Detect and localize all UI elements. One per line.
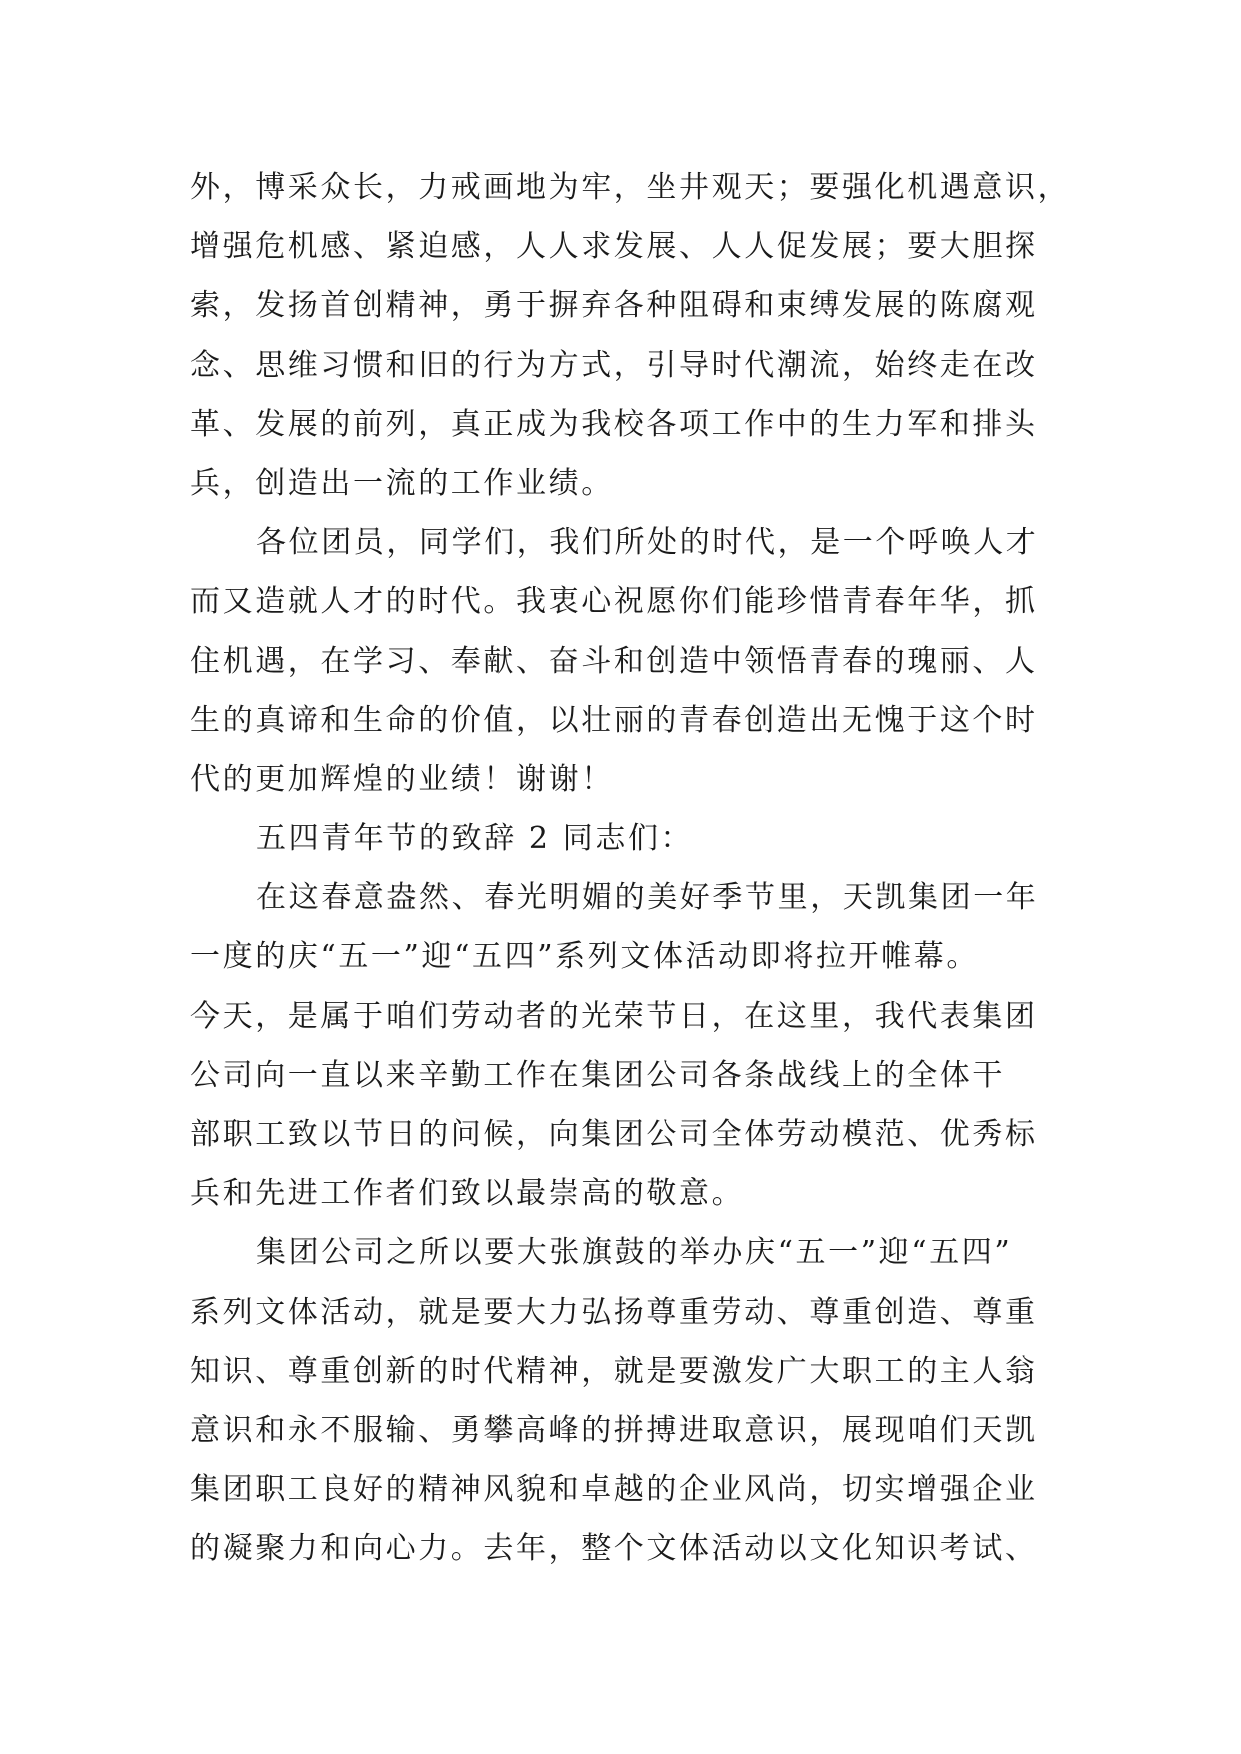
text-line: 的凝聚力和向心力。去年，整个文体活动以文化知识考试、 <box>190 1531 1038 1567</box>
text-line: 公司向一直以来辛勤工作在集团公司各条战线上的全体干 <box>190 1057 1005 1093</box>
text-line: 集团职工良好的精神风貌和卓越的企业风尚，切实增强企业 <box>190 1472 1038 1508</box>
text-line: 索，发扬首创精神，勇于摒弃各种阻碍和束缚发展的陈腐观 <box>190 288 1038 324</box>
text-line: 兵和先进工作者们致以最崇高的敬意。 <box>190 1176 745 1212</box>
text-line: 今天，是属于咱们劳动者的光荣节日，在这里，我代表集团 <box>190 998 1038 1034</box>
text-line: 系列文体活动，就是要大力弘扬尊重劳动、尊重创造、尊重 <box>190 1294 1038 1330</box>
paragraph-start-line: 在这春意盎然、春光明媚的美好季节里，天凯集团一年 <box>256 880 1039 916</box>
text-line: 兵，创造出一流的工作业绩。 <box>190 465 614 501</box>
text-line: 念、思维习惯和旧的行为方式，引导时代潮流，始终走在改 <box>190 347 1038 383</box>
text-line: 生的真谛和生命的价值，以壮丽的青春创造出无愧于这个时 <box>190 702 1038 738</box>
text-line: 革、发展的前列，真正成为我校各项工作中的生力军和排头 <box>190 406 1038 442</box>
paragraph-start-line: 集团公司之所以要大张旗鼓的举办庆“五一”迎“五四” <box>256 1235 1013 1271</box>
text-line: 一度的庆“五一”迎“五四”系列文体活动即将拉开帷幕。 <box>190 939 979 975</box>
text-line: 外，博采众长，力戒画地为牢，坐井观天；要强化机遇意识， <box>190 170 1071 205</box>
text-line: 意识和永不服输、勇攀高峰的拼搏进取意识，展现咱们天凯 <box>190 1412 1038 1448</box>
text-line: 而又造就人才的时代。我衷心祝愿你们能珍惜青春年华，抓 <box>190 584 1038 620</box>
text-line: 知识、尊重创新的时代精神，就是要激发广大职工的主人翁 <box>190 1353 1038 1389</box>
paragraph-start-line: 各位团员，同学们，我们所处的时代，是一个呼唤人才 <box>256 525 1039 561</box>
document-body <box>190 158 1090 1579</box>
text-line: 住机遇，在学习、奉献、奋斗和创造中领悟青春的瑰丽、人 <box>190 643 1038 679</box>
text-line: 增强危机感、紧迫感，人人求发展、人人促发展；要大胆探 <box>190 229 1038 265</box>
text-line: 代的更加辉煌的业绩！谢谢！ <box>190 761 614 797</box>
section-heading-line: 五四青年节的致辞 2 同志们： <box>256 821 694 857</box>
text-line: 部职工致以节日的问候，向集团公司全体劳动模范、优秀标 <box>190 1117 1038 1152</box>
